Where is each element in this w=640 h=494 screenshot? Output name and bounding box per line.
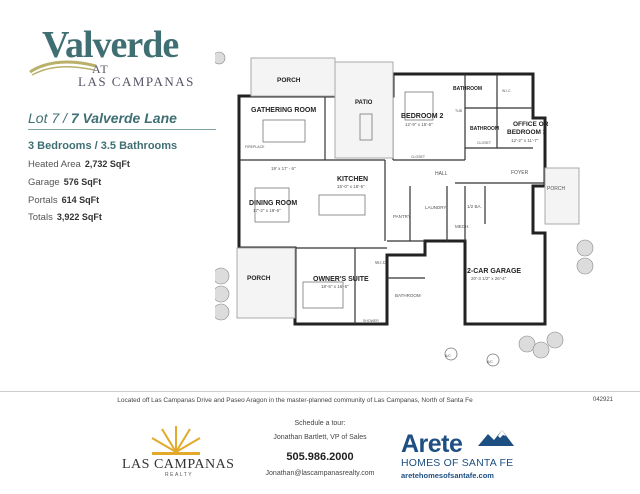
label-half-bath: 1/2 BA. — [467, 204, 482, 209]
sun-bell-logo — [148, 422, 204, 458]
schedule-label: Schedule a tour: — [294, 420, 346, 427]
arete-subtitle: HOMES OF SANTA FE — [401, 457, 514, 469]
beds-baths: 3 Bedrooms / 3.5 Bathrooms — [28, 140, 178, 152]
lot-number: Lot 7 / — [28, 110, 71, 126]
mountain-icon — [478, 430, 514, 446]
bedroom-2-dim: 12'-9" x 15'-5" — [405, 122, 433, 127]
label-owners-suite: OWNER'S SUITE — [313, 276, 369, 283]
spec-totals: Totals 3,922 SqFt — [28, 212, 102, 223]
label-wic-1: W.I.C. — [502, 89, 512, 93]
spec-portals: Portals 614 SqFt — [28, 195, 100, 206]
label-fireplace: FIREPLACE — [245, 145, 265, 149]
label-porch-left: PORCH — [247, 275, 271, 282]
label-closet-1: CLOSET — [411, 155, 426, 159]
location-note: Located off Las Campanas Drive and Paseo Aragon in the master-planned community of Las Campanas, North of Santa Fe — [117, 397, 473, 404]
label-closet-2: CLOSET — [477, 141, 492, 145]
label-bathroom-2: BATHROOM — [470, 126, 500, 132]
label-office: OFFICE OR — [513, 121, 549, 128]
label-foyer: FOYER — [511, 170, 529, 176]
spec-garage: Garage 576 SqFt — [28, 177, 102, 188]
kitchen-dim: 15'-0" x 18'-5" — [337, 184, 365, 189]
lc-logo-realty: REALTY — [165, 472, 194, 478]
lot-title — [28, 110, 177, 126]
arete-logo: Arete — [401, 430, 463, 458]
gathering-room-dim: 19' x 17' - 6" — [271, 166, 296, 171]
label-ac-1: A/C — [445, 354, 451, 358]
label-porch-top: PORCH — [277, 77, 301, 84]
lot-address: 7 Valverde Lane — [70, 110, 177, 126]
label-patio: PATIO — [355, 100, 373, 106]
floor-plan — [215, 48, 610, 383]
label-bedroom-2: BEDROOM 2 — [401, 113, 444, 120]
valverde-logo: Valverde — [42, 24, 179, 66]
garage-dim: 20'-3 1/2" x 26'-4" — [471, 276, 507, 281]
label-bathroom-1: BATHROOM — [453, 86, 483, 92]
logo-community: LAS CAMPANAS — [78, 74, 195, 89]
title-divider — [28, 129, 216, 130]
phone-number[interactable]: 505.986.2000 — [286, 451, 354, 463]
label-tub: TUB — [455, 109, 462, 113]
label-pantry: PANTRY — [393, 214, 411, 219]
label-laundry: LAUNDRY — [425, 205, 447, 210]
owners-suite-dim: 18'-5" x 16'-5" — [321, 284, 349, 289]
label-dining-room: DINING ROOM — [249, 200, 298, 207]
label-shower: SHOWER — [363, 319, 379, 323]
lc-logo-name: LAS CAMPANAS — [122, 457, 235, 472]
label-wic-2: W.I.C. — [375, 260, 388, 265]
dining-room-dim: 17'-2" x 18'-6" — [253, 208, 281, 213]
footer-divider — [0, 391, 640, 392]
bedroom-3-dim: 12'-2" x 11'-7" — [511, 138, 539, 143]
label-ac-2: A/C — [487, 360, 493, 364]
label-porch-right: PORCH — [547, 186, 566, 192]
document-code: 042921 — [593, 397, 614, 403]
label-gathering-room: GATHERING ROOM — [251, 107, 317, 114]
contact-name: Jonathan Bartlett, VP of Sales — [273, 434, 367, 441]
logo-at: AT — [92, 62, 109, 76]
spec-heated-area: Heated Area 2,732 SqFt — [28, 159, 130, 170]
label-kitchen: KITCHEN — [337, 176, 369, 183]
arete-website-link[interactable]: aretehomesofsantafe.com — [401, 471, 494, 480]
label-hall: HALL — [435, 171, 448, 177]
contact-email[interactable]: Jonathan@lascampanasrealty.com — [265, 470, 375, 477]
label-garage: 2-CAR GARAGE — [467, 268, 522, 275]
label-bathroom-3: BATHROOM — [395, 293, 421, 298]
label-mech: MECH. — [455, 224, 470, 229]
label-bedroom-3: BEDROOM 3 — [507, 129, 547, 136]
